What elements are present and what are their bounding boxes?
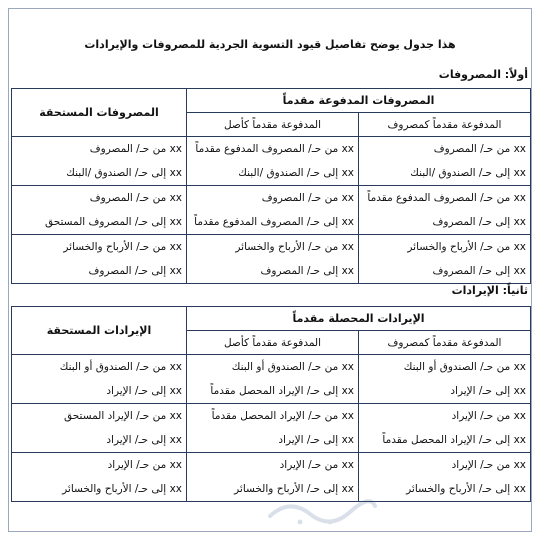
- entry-credit: xx إلى حـ/ المصروف المدفوع مقدماً: [194, 216, 354, 228]
- revenues-accrued-header: الإيرادات المستحقة: [12, 307, 187, 355]
- entry-credit: xx إلى حـ/ الصندوق /البنك: [238, 167, 354, 179]
- entry-debit: xx من حـ/ الصندوق أو البنك: [59, 361, 182, 373]
- entry-credit: xx إلى حـ/ الإيراد المحصل مقدماً: [210, 385, 354, 397]
- expenses-row-1-expense: [359, 137, 531, 186]
- revenues-row-3-expense: [359, 453, 531, 502]
- expenses-table: [11, 88, 531, 284]
- revenues-row-1: [12, 355, 531, 404]
- entry-credit: xx إلى حـ/ الأرباح والخسائر: [62, 483, 182, 495]
- revenues-collected-expense-header: المدفوعة مقدماً كمصروف: [359, 331, 531, 355]
- revenues-collected-group-header: الإيرادات المحصلة مقدماً: [187, 307, 531, 331]
- expenses-row-3: [12, 235, 531, 284]
- entry-debit: xx من حـ/ الأرباح والخسائر: [235, 241, 354, 253]
- entry-debit: xx من حـ/ الإيراد: [451, 410, 526, 422]
- entry-credit: xx إلى حـ/ المصروف: [432, 216, 526, 228]
- entry-credit: xx إلى حـ/ الأرباح والخسائر: [406, 483, 526, 495]
- revenues-row-2: [12, 404, 531, 453]
- revenues-collected-asset-header: المدفوعة مقدماً كأصل: [187, 331, 359, 355]
- entry-debit: xx من حـ/ الإيراد المحصل مقدماً: [211, 410, 354, 422]
- expenses-prepaid-asset-header: المدفوعة مقدماً كأصل: [187, 113, 359, 137]
- entry-debit: xx من حـ/ المصروف: [89, 143, 182, 155]
- entry-credit: xx إلى حـ/ الصندوق /البنك: [410, 167, 526, 179]
- expenses-row-1: [12, 137, 531, 186]
- revenues-row-2-expense: [359, 404, 531, 453]
- entry-credit: xx إلى حـ/ الإيراد: [106, 434, 182, 446]
- document-title: هذا جدول يوضح تفاصيل قيود التسوية الجردية للمصروفات والإيرادات: [84, 38, 456, 51]
- entry-credit: xx إلى حـ/ الإيراد: [106, 385, 182, 397]
- revenues-row-1-accrued: [12, 355, 187, 404]
- entry-credit: xx إلى حـ/ المصروف: [432, 265, 526, 277]
- entry-debit: xx من حـ/ الإيراد: [451, 459, 526, 471]
- revenues-heading: ثانياً: الإيرادات: [451, 284, 528, 297]
- revenues-row-3-accrued: [12, 453, 187, 502]
- expenses-accrued-header: المصروفات المستحقة: [12, 89, 187, 137]
- entry-debit: xx من حـ/ المصروف: [89, 192, 182, 204]
- expenses-row-1-asset: [187, 137, 359, 186]
- entry-credit: xx إلى حـ/ المصروف: [260, 265, 354, 277]
- entry-debit: xx من حـ/ الإيراد المستحق: [64, 410, 182, 422]
- expenses-row-3-accrued: [12, 235, 187, 284]
- entry-credit: xx إلى حـ/ الإيراد: [278, 434, 354, 446]
- entry-credit: xx إلى حـ/ الإيراد: [450, 385, 526, 397]
- watermark-logo-icon: [260, 492, 380, 528]
- expenses-heading: أولاً: المصروفات: [438, 68, 528, 81]
- entry-debit: xx من حـ/ الإيراد: [279, 459, 354, 471]
- expenses-prepaid-expense-header: المدفوعة مقدماً كمصروف: [359, 113, 531, 137]
- entry-debit: xx من حـ/ المصروف: [433, 143, 526, 155]
- expenses-row-1-accrued: [12, 137, 187, 186]
- revenues-row-1-expense: [359, 355, 531, 404]
- entry-debit: xx من حـ/ الأرباح والخسائر: [63, 241, 182, 253]
- entry-debit: xx من حـ/ الأرباح والخسائر: [407, 241, 526, 253]
- revenues-table: [11, 306, 531, 502]
- entry-debit: xx من حـ/ الإيراد: [107, 459, 182, 471]
- entry-credit: xx إلى حـ/ الأرباح والخسائر: [234, 483, 354, 495]
- entry-debit: xx من حـ/ الصندوق أو البنك: [231, 361, 354, 373]
- entry-debit: xx من حـ/ المصروف المدفوع مقدماً: [367, 192, 526, 204]
- entry-debit: xx من حـ/ المصروف: [261, 192, 354, 204]
- revenues-row-2-accrued: [12, 404, 187, 453]
- entry-debit: xx من حـ/ الصندوق أو البنك: [403, 361, 526, 373]
- entry-credit: xx إلى حـ/ الإيراد المحصل مقدماً: [382, 434, 526, 446]
- expenses-row-3-asset: [187, 235, 359, 284]
- entry-credit: xx إلى حـ/ المصروف المستحق: [44, 216, 182, 228]
- entry-credit: xx إلى حـ/ المصروف: [88, 265, 182, 277]
- revenues-row-2-asset: [187, 404, 359, 453]
- expenses-row-2-accrued: [12, 186, 187, 235]
- entry-credit: xx إلى حـ/ الصندوق /البنك: [66, 167, 182, 179]
- expenses-row-3-expense: [359, 235, 531, 284]
- entry-debit: xx من حـ/ المصروف المدفوع مقدماً: [195, 143, 354, 155]
- expenses-prepaid-group-header: المصروفات المدفوعة مقدماً: [187, 89, 531, 113]
- expenses-row-2-expense: [359, 186, 531, 235]
- revenues-row-1-asset: [187, 355, 359, 404]
- expenses-row-2-asset: [187, 186, 359, 235]
- expenses-row-2: [12, 186, 531, 235]
